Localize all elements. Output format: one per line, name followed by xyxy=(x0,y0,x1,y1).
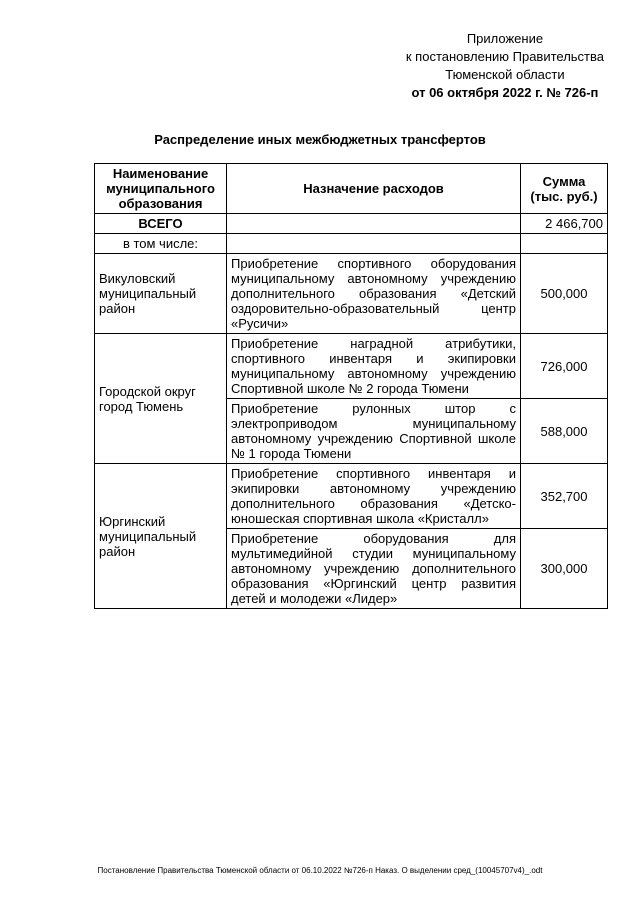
municipality-cell: Викуловский муниципальный район xyxy=(95,254,227,334)
appendix-date-number: от 06 октября 2022 г. № 726-п xyxy=(411,85,599,100)
sum-cell: 300,000 xyxy=(521,529,608,609)
appendix-line: к постановлению Правительства xyxy=(405,49,604,64)
purpose-cell: Приобретение наградной атрибутики, спортивного инвентаря и экипировки муниципальному автономному учреждению Спортивной школе № 2 города Тюмени xyxy=(227,334,521,399)
table-cell xyxy=(521,234,608,254)
document-title: Распределение иных межбюджетных трансфертов xyxy=(154,132,486,147)
appendix-title: Приложение xyxy=(466,31,544,46)
total-label: ВСЕГО xyxy=(95,214,227,234)
total-sum: 2 466,700 xyxy=(521,214,608,234)
table-cell xyxy=(227,214,521,234)
municipality-cell: Юргинский муниципальный район xyxy=(95,464,227,609)
purpose-cell: Приобретение оборудования для мультимедийной студии муниципальному автономному учреждению дополнительного образования «Юргинский центр развития детей и молодежи «Лидер» xyxy=(227,529,521,609)
table-cell xyxy=(227,234,521,254)
appendix-block xyxy=(406,30,604,102)
sum-cell: 500,000 xyxy=(521,254,608,334)
including-label: в том числе: xyxy=(95,234,227,254)
sum-cell: 588,000 xyxy=(521,399,608,464)
sum-cell: 726,000 xyxy=(521,334,608,399)
header-municipality: Наименование муниципального образования xyxy=(95,164,227,214)
table-row xyxy=(95,464,608,529)
transfers-table xyxy=(94,163,608,609)
header-sum: Сумма (тыс. руб.) xyxy=(521,164,608,214)
document-footer: Постановление Правительства Тюменской области от 06.10.2022 №726-п Наказ. О выделении сред_(10045707v4)_.odt xyxy=(97,866,543,875)
including-row xyxy=(95,234,608,254)
purpose-cell: Приобретение спортивного оборудования муниципальному автономному учреждению дополнительного образования «Детский оздоровительно-образовательный центр «Русичи» xyxy=(227,254,521,334)
total-row xyxy=(95,214,608,234)
municipality-cell: Городской округ город Тюмень xyxy=(95,334,227,464)
purpose-cell: Приобретение спортивного инвентаря и экипировки автономному учреждению дополнительного образования «Детско-юношеская спортивная школа «Кристалл» xyxy=(227,464,521,529)
table-header-row xyxy=(95,164,608,214)
table-row xyxy=(95,334,608,399)
table-row xyxy=(95,254,608,334)
header-purpose: Назначение расходов xyxy=(227,164,521,214)
appendix-line: Тюменской области xyxy=(445,67,565,82)
sum-cell: 352,700 xyxy=(521,464,608,529)
purpose-cell: Приобретение рулонных штор с электроприводом муниципальному автономному учреждению Спортивной школе № 1 города Тюмени xyxy=(227,399,521,464)
